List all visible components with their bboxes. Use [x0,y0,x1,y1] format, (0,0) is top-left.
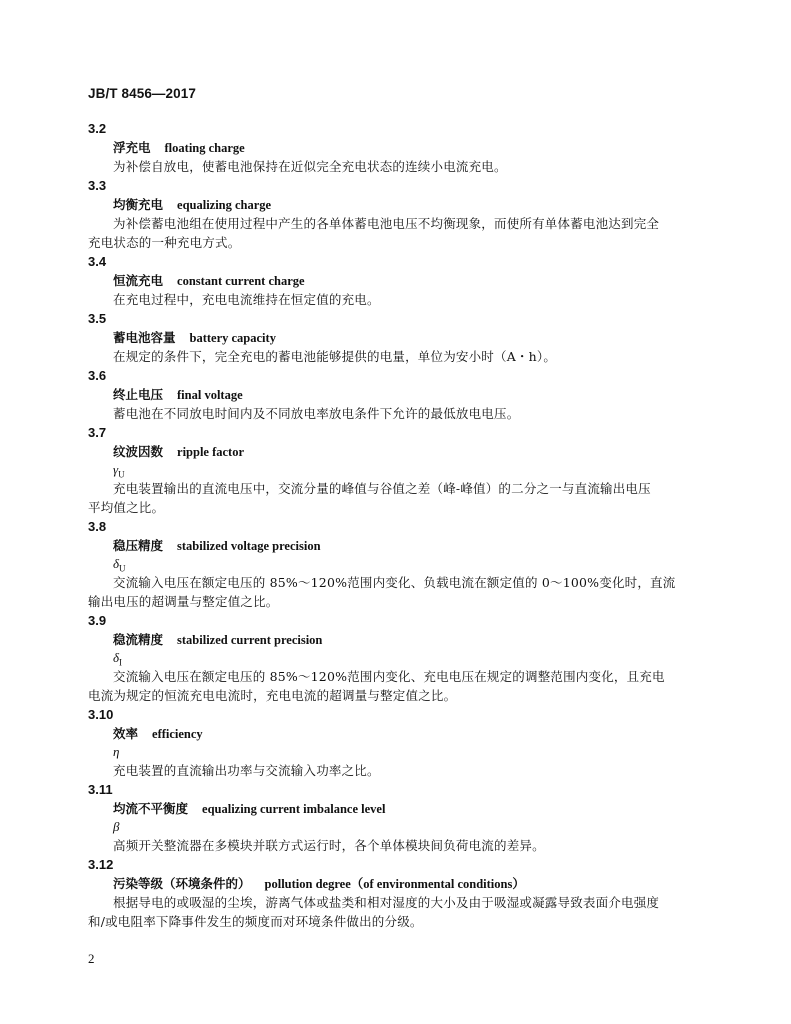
term-chinese: 均衡充电 [113,197,164,212]
clause-number: 3.2 [88,121,107,136]
clause-3-3 [88,176,688,252]
term-symbol [113,555,688,573]
definition-text [88,893,688,931]
term-symbol [113,818,688,836]
symbol-letter: β [113,819,120,834]
definition-text [88,761,688,780]
definition-line: 输出电压的超调量与整定值之比。 [88,594,279,609]
clause-number: 3.7 [88,425,107,440]
term-heading [113,195,688,214]
term-heading [113,724,688,743]
definition-line: 在规定的条件下，完全充电的蓄电池能够提供的电量，单位为安小时（A・h）。 [113,349,557,364]
definition-line: 交流输入电压在额定电压的 85%～120%范围内变化、负载电流在额定值的 0～100%变化时，直流 [113,575,676,590]
terms-definitions-section [88,119,688,931]
symbol-letter: η [113,744,120,759]
clause-number: 3.4 [88,254,107,269]
term-heading [113,874,688,893]
page-number: 2 [88,951,95,966]
clause-number: 3.12 [88,857,114,872]
clause-number: 3.3 [88,178,107,193]
term-english: pollution degree（of environmental conditions） [264,877,525,891]
term-chinese: 均流不平衡度 [113,801,189,816]
term-heading [113,536,688,555]
definition-line: 和/或电阻率下降事件发生的频度而对环境条件做出的分级。 [88,914,423,929]
definition-text [88,573,688,611]
clause-number: 3.10 [88,707,114,722]
definition-line: 充电装置输出的直流电压中，交流分量的峰值与谷值之差（峰-峰值）的二分之一与直流输出电压 [113,481,651,496]
clause-3-6 [88,366,688,423]
definition-text [88,667,688,705]
term-english: stabilized current precision [177,633,323,647]
clause-3-12 [88,855,688,931]
definition-line: 根据导电的或吸湿的尘埃，游离气体或盐类和相对湿度的大小及由于吸湿或凝露导致表面介电强度 [113,895,660,910]
term-english: equalizing current imbalance level [202,802,386,816]
clause-3-9 [88,611,688,705]
clause-3-8 [88,517,688,611]
term-english: equalizing charge [177,198,272,212]
term-chinese: 污染等级（环境条件的） [113,876,251,891]
definition-text [88,214,688,252]
definition-line: 电流为规定的恒流充电电流时，充电电流的超调量与整定值之比。 [88,688,457,703]
term-chinese: 效率 [113,726,139,741]
standard-code-header: JB/T 8456—2017 [88,86,196,101]
symbol-letter: δ [113,650,120,665]
term-english: efficiency [152,727,203,741]
term-chinese: 终止电压 [113,387,164,402]
term-english: final voltage [177,388,243,402]
term-symbol [113,461,688,479]
clause-number: 3.5 [88,311,107,326]
clause-number: 3.9 [88,613,107,628]
clause-number: 3.6 [88,368,107,383]
term-chinese: 恒流充电 [113,273,164,288]
definition-line: 为补偿自放电，使蓄电池保持在近似完全充电状态的连续小电流充电。 [113,159,507,174]
clause-3-7 [88,423,688,517]
clause-3-5 [88,309,688,366]
term-heading [113,271,688,290]
clause-number: 3.11 [88,782,113,797]
clause-3-2 [88,119,688,176]
term-chinese: 浮充电 [113,140,151,155]
definition-line: 蓄电池在不同放电时间内及不同放电率放电条件下允许的最低放电电压。 [113,406,520,421]
clause-3-11 [88,780,688,855]
symbol-subscript: U [118,469,125,480]
term-english: stabilized voltage precision [177,539,321,553]
term-chinese: 稳压精度 [113,538,164,553]
symbol-subscript: U [119,563,126,574]
definition-line: 充电状态的一种充电方式。 [88,235,241,250]
definition-text [88,479,688,517]
definition-line: 高频开关整流器在多模块并联方式运行时，各个单体模块间负荷电流的差异。 [113,838,545,853]
clause-3-4 [88,252,688,309]
term-heading [113,138,688,157]
term-english: constant current charge [177,274,305,288]
term-symbol [113,743,688,761]
term-heading [113,630,688,649]
term-english: floating charge [164,141,245,155]
definition-line: 平均值之比。 [88,500,165,515]
term-chinese: 纹波因数 [113,444,164,459]
term-english: battery capacity [189,331,276,345]
definition-text [88,404,688,423]
definition-line: 在充电过程中，充电电流维持在恒定值的充电。 [113,292,380,307]
term-chinese: 蓄电池容量 [113,330,176,345]
definition-text [88,290,688,309]
definition-line: 充电装置的直流输出功率与交流输入功率之比。 [113,763,380,778]
symbol-letter: δ [113,556,120,571]
term-heading [113,799,688,818]
symbol-subscript: I [119,657,123,668]
definition-text [88,836,688,855]
term-english: ripple factor [177,445,245,459]
definition-text [88,347,688,366]
term-chinese: 稳流精度 [113,632,164,647]
term-heading [113,328,688,347]
clause-number: 3.8 [88,519,107,534]
definition-line: 交流输入电压在额定电压的 85%～120%范围内变化、充电电压在规定的调整范围内变化，且充电 [113,669,665,684]
definition-text [88,157,688,176]
term-heading [113,385,688,404]
term-symbol [113,649,688,667]
definition-line: 为补偿蓄电池组在使用过程中产生的各单体蓄电池电压不均衡现象，而使所有单体蓄电池达到完全 [113,216,660,231]
symbol-letter: γ [113,462,119,477]
clause-3-10 [88,705,688,780]
term-heading [113,442,688,461]
